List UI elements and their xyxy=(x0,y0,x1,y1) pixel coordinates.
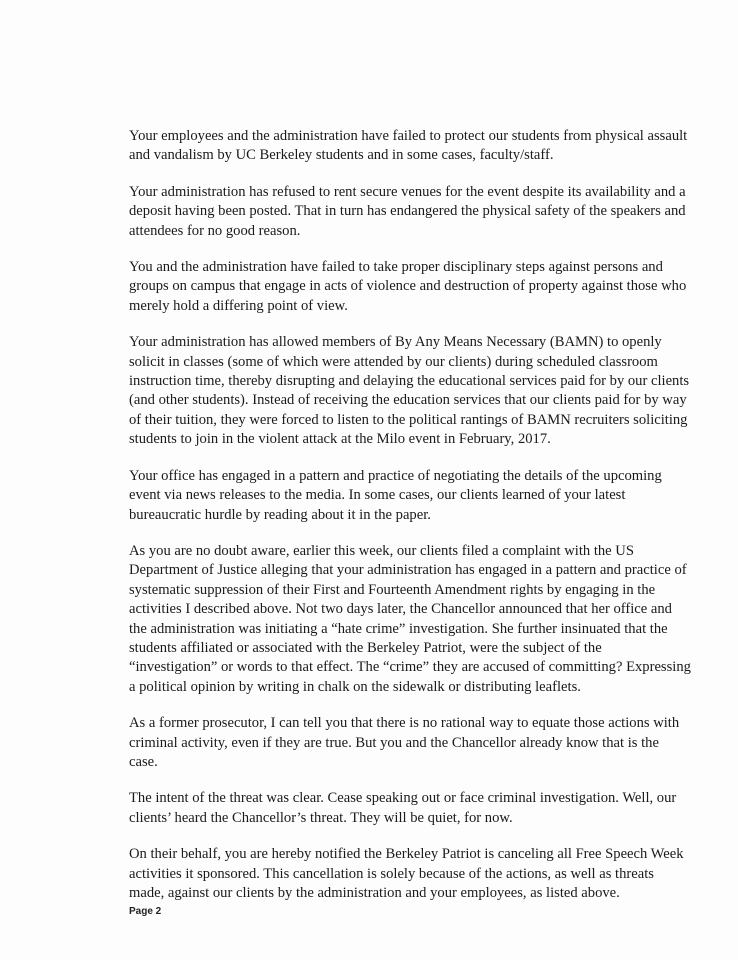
page-number: Page 2 xyxy=(129,906,162,917)
paragraph-secure-venues: Your administration has refused to rent secure venues for the event despite its availability and a deposit having been posted. That in turn has endangered the physical safety of the speakers and attendees for no good reason. xyxy=(129,183,686,239)
letter-body xyxy=(129,127,691,920)
paragraph-doj-complaint: As you are no doubt aware, earlier this week, our clients filed a complaint with the US Department of Justice alleging that your administration has engaged in a pattern and practice of systematic suppression of their First and Fourteenth Amendment rights by engaging in the activities I described above. Not two days later, the Chancellor announced that her office and the administration was initiating a “hate crime” investigation. She further insinuated that the students affiliated or associated with the Berkeley Patriot, were the subject of the “investigation” or words to that effect. The “crime” they are accused of committing? Expressing a political opinion by writing in chalk on the sidewalk or distributing leaflets. xyxy=(129,542,691,695)
paragraph-threat-intent: The intent of the threat was clear. Cease speaking out or face criminal investigation. Well, our clients’ heard the Chancellor’s threat. They will be quiet, for now. xyxy=(129,790,677,826)
paragraph-former-prosecutor: As a former prosecutor, I can tell you that there is no rational way to equate those actions with criminal activity, even if they are true. But you and the Chancellor already know that is the case. xyxy=(129,715,680,770)
paragraph-news-releases: Your office has engaged in a pattern and practice of negotiating the details of the upcoming event via news releases to the media. In some cases, our clients learned of your latest bureaucratic hurdle by reading about it in the paper. xyxy=(129,467,662,523)
paragraph-failed-to-protect: Your employees and the administration have failed to protect our students from physical assault and vandalism by UC Berkeley students and in some cases, faculty/staff. xyxy=(129,128,688,164)
paragraph-cancellation-notice: On their behalf, you are hereby notified the Berkeley Patriot is canceling all Free Speech Week activities it sponsored. This cancellation is solely because of the actions, as well as threats made, against our clients by the administration and your employees, as listed above. xyxy=(129,846,684,901)
paragraph-disciplinary-steps: You and the administration have failed to take proper disciplinary steps against persons and groups on campus that engage in acts of violence and destruction of property against those who merely hold a differing point of view. xyxy=(129,259,687,314)
paragraph-bamn-solicitation: Your administration has allowed members of By Any Means Necessary (BAMN) to openly solicit in classes (some of which were attended by our clients) during scheduled classroom instruction time, thereby disrupting and delaying the educational services paid for by our clients (and other students). Instead of receiving the education services that our clients paid for by way of their tuition, they were forced to listen to the political rantings of BAMN recruiters soliciting students to join in the violent attack at the Milo event in February, 2017. xyxy=(129,334,690,448)
